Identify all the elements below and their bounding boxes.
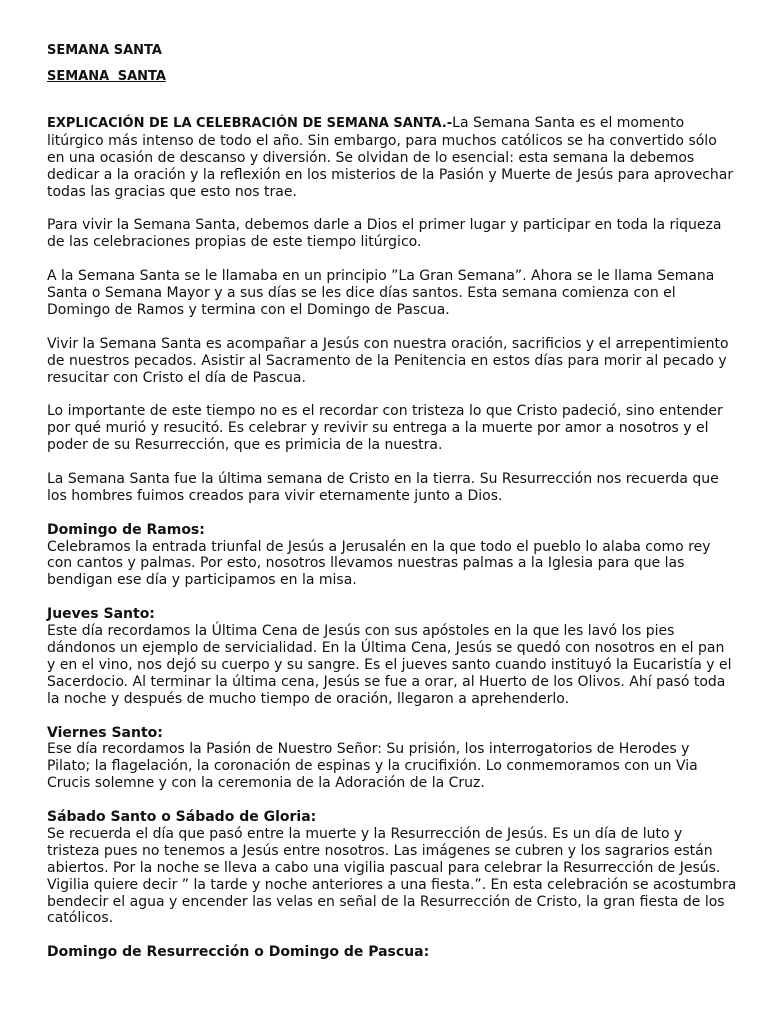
document-title-underlined: SEMANA SANTA — [47, 69, 166, 84]
section-heading-domingo-de-pascua: Domingo de Resurrección o Domingo de Pascua: — [47, 944, 430, 961]
paragraph-5: La Semana Santa fue la última semana de Cristo en la tierra. Su Resurrección nos recuerda que los hombres fuimos creados para vivir eternamente junto a Dios. — [47, 470, 719, 504]
intro-text: La Semana Santa es el momento litúrgico más intenso de todo el año. Sin embargo, para muchos católicos se ha convertido sólo en una ocasión de descanso y diversión. Se olvidan de lo esencial: esta semana la debemos dedicar a la oración y la reflexión en los misterios de la Pasión y Muerte de Jesús para aprovechar todas las gracias que esto nos trae. — [47, 115, 734, 200]
document-title: SEMANA SANTA — [47, 43, 162, 58]
document-page — [47, 42, 737, 961]
paragraph-3: Vivir la Semana Santa es acompañar a Jesús con nuestra oración, sacrificios y el arrepentimiento de nuestros pecados. Asistir al Sacramento de la Penitencia en estos días para morir al pecado y resucitar con Cristo el día de Pascua. — [47, 335, 729, 386]
section-heading: Domingo de Ramos: — [47, 521, 205, 538]
section-text: Ese día recordamos la Pasión de Nuestro Señor: Su prisión, los interrogatorios de Herodes y Pilato; la flagelación, la coronación de espinas y la crucifixión. Lo conmemoramos con un Via Crucis solemne y con la ceremonia de la Adoración de la Cruz. — [47, 741, 698, 792]
paragraph-4: Lo importante de este tiempo no es el recordar con tristeza lo que Cristo padeció, sino entender por qué murió y resucitó. Es celebrar y revivir su entrega a la muerte por amor a nosotros y el poder de su Resurrección, que es primicia de la nuestra. — [47, 403, 723, 454]
section-domingo-de-ramos — [47, 522, 737, 590]
section-heading: Viernes Santo: — [47, 724, 163, 741]
section-jueves-santo — [47, 606, 737, 707]
section-text: Este día recordamos la Última Cena de Jesús con sus apóstoles en la que les lavó los pies dándonos un ejemplo de servicialidad. En la Última Cena, Jesús se quedó con nosotros en el pan y en el vino, nos dejó su cuerpo y su sangre. Es el jueves santo cuando instituyó la Eucaristía y el Sacerdocio. Al terminar la última cena, Jesús se fue a orar, al Huerto de los Olivos. Ahí pasó toda la noche y después de mucho tiempo de oración, llegaron a aprehenderlo. — [47, 623, 732, 707]
paragraph-2: A la Semana Santa se le llamaba en un principio ”La Gran Semana”. Ahora se le llama Semana Santa o Semana Mayor y a sus días se les dice días santos. Esta semana comienza con el Domingo de Ramos y termina con el Domingo de Pascua. — [47, 268, 715, 318]
section-heading: Sábado Santo o Sábado de Gloria: — [47, 809, 317, 826]
section-text: Celebramos la entrada triunfal de Jesús a Jerusalén en la que todo el pueblo lo alaba como rey con cantos y palmas. Por esto, nosotros llevamos nuestras palmas a la Iglesia para que las bendigan ese día y participamos en la misa. — [47, 538, 711, 589]
section-sabado-santo — [47, 809, 737, 927]
section-text: Se recuerda el día que pasó entre la muerte y la Resurrección de Jesús. Es un día de luto y tristeza pues no tenemos a Jesús entre nosotros. Las imágenes se cubren y los sagrarios están abiertos. Por la noche se lleva a cabo una vigilia pascual para celebrar la Resurrección de Jesús. Vigilia quiere decir ” la tarde y noche anteriores a una fiesta.”. En esta celebración se acostumbra bendecir el agua y encender las velas en señal de la Resurrección de Cristo, la gran fiesta de los católicos. — [47, 825, 737, 927]
paragraph-1: Para vivir la Semana Santa, debemos darle a Dios el primer lugar y participar en toda la riqueza de las celebraciones propias de este tiempo litúrgico. — [47, 217, 722, 251]
section-heading: Jueves Santo: — [47, 606, 155, 623]
intro-heading: EXPLICACIÓN DE LA CELEBRACIÓN DE SEMANA SANTA.- — [47, 116, 453, 131]
intro-paragraph — [47, 115, 737, 201]
section-viernes-santo — [47, 725, 737, 793]
spacer — [47, 86, 737, 115]
